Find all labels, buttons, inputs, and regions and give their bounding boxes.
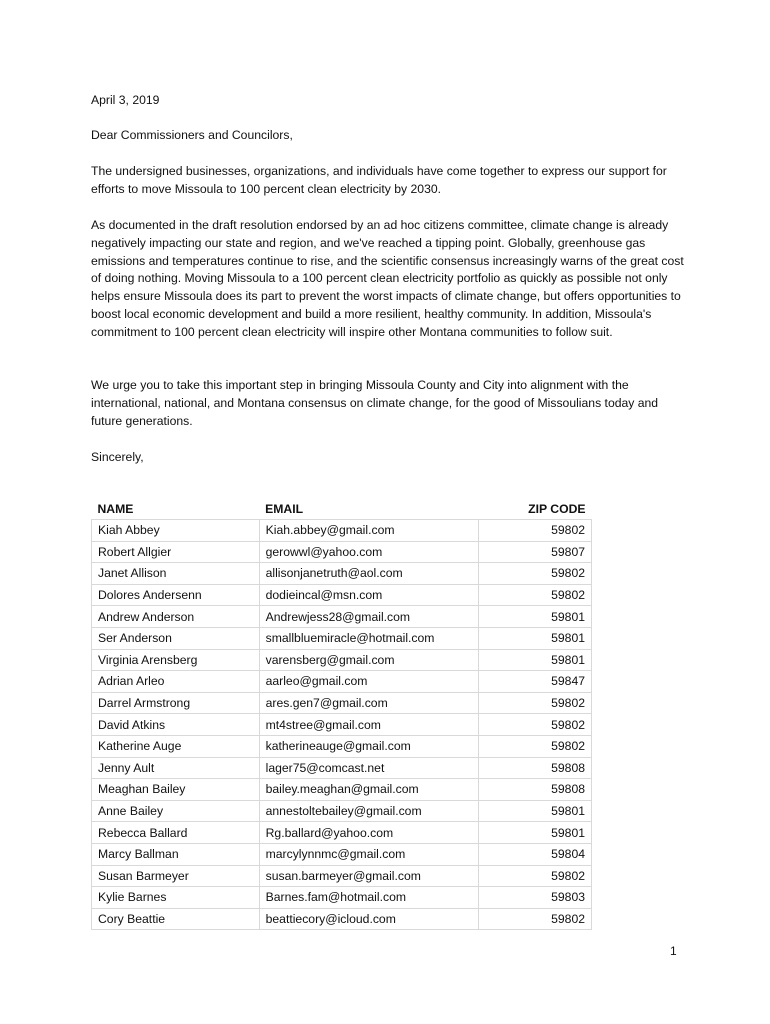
table-row [92, 520, 592, 542]
signer-email-cell: beattiecory@icloud.com [259, 908, 479, 930]
signer-name-cell: Kiah Abbey [92, 520, 260, 542]
signer-email-cell: gerowwl@yahoo.com [259, 541, 479, 563]
letter-paragraph-3: We urge you to take this important step in bringing Missoula County and City into alignment with the international, national, and Montana consensus on climate change, for the good of Missoulians today and future generations. [91, 378, 659, 428]
signer-email-cell: susan.barmeyer@gmail.com [259, 865, 479, 887]
signer-name-cell: Robert Allgier [92, 541, 260, 563]
signer-zip-cell: 59808 [479, 757, 592, 779]
letter-paragraph-1: The undersigned businesses, organizations, and individuals have come together to express our support for efforts to move Missoula to 100 percent clean electricity by 2030. [91, 164, 667, 196]
table-row [92, 887, 592, 909]
signer-email-cell: katherineauge@gmail.com [259, 735, 479, 757]
signer-zip-cell: 59801 [479, 627, 592, 649]
signer-zip-cell: 59802 [479, 563, 592, 585]
table-row [92, 627, 592, 649]
table-row [92, 908, 592, 930]
signer-zip-cell: 59802 [479, 520, 592, 542]
signer-zip-cell: 59802 [479, 692, 592, 714]
signer-email-cell: allisonjanetruth@aol.com [259, 563, 479, 585]
table-row [92, 649, 592, 671]
letter-paragraph-2: As documented in the draft resolution endorsed by an ad hoc citizens committee, climate change is already negatively impacting our state and region, and we've reached a tipping point. Globally, greenhouse gas emissions and temperatures continue to rise, and the scientific consensus increasingly warns of the great cost of doing nothing. Moving Missoula to a 100 percent clean electricity portfolio as quickly as possible not only helps ensure Missoula does its part to prevent the worst impacts of climate change, but offers opportunities to boost local economic development and build a more resilient, healthy community. In addition, Missoula's commitment to 100 percent clean electricity will inspire other Montana communities to follow suit. [91, 218, 684, 339]
table-row [92, 800, 592, 822]
table-header-row [92, 499, 592, 520]
table-row [92, 606, 592, 628]
signer-email-cell: ares.gen7@gmail.com [259, 692, 479, 714]
letter-closing: Sincerely, [91, 450, 144, 464]
signer-name-cell: Susan Barmeyer [92, 865, 260, 887]
signer-zip-cell: 59801 [479, 822, 592, 844]
signer-email-cell: Kiah.abbey@gmail.com [259, 520, 479, 542]
signer-name-cell: Katherine Auge [92, 735, 260, 757]
signer-email-cell: dodieincal@msn.com [259, 584, 479, 606]
table-row [92, 757, 592, 779]
signatories-table [91, 499, 592, 930]
table-row [92, 822, 592, 844]
signer-name-cell: Virginia Arensberg [92, 649, 260, 671]
letter-date: April 3, 2019 [91, 93, 160, 107]
signer-email-cell: Barnes.fam@hotmail.com [259, 887, 479, 909]
name-column-header: NAME [97, 502, 134, 516]
signer-zip-cell: 59802 [479, 908, 592, 930]
signer-name-cell: Jenny Ault [92, 757, 260, 779]
signer-email-cell: mt4stree@gmail.com [259, 714, 479, 736]
signer-zip-cell: 59801 [479, 800, 592, 822]
signer-email-cell: Andrewjess28@gmail.com [259, 606, 479, 628]
table-body [92, 520, 592, 930]
signer-name-cell: Marcy Ballman [92, 843, 260, 865]
signer-zip-cell: 59802 [479, 735, 592, 757]
table-row [92, 671, 592, 693]
zip-column-header: ZIP CODE [528, 502, 586, 516]
signer-zip-cell: 59802 [479, 865, 592, 887]
table-row [92, 563, 592, 585]
table-row [92, 865, 592, 887]
signer-name-cell: Adrian Arleo [92, 671, 260, 693]
signer-name-cell: Kylie Barnes [92, 887, 260, 909]
signer-zip-cell: 59802 [479, 584, 592, 606]
table-row [92, 541, 592, 563]
signer-email-cell: smallbluemiracle@hotmail.com [259, 627, 479, 649]
signer-name-cell: Andrew Anderson [92, 606, 260, 628]
signer-zip-cell: 59803 [479, 887, 592, 909]
table-row [92, 584, 592, 606]
signer-email-cell: aarleo@gmail.com [259, 671, 479, 693]
signer-name-cell: Meaghan Bailey [92, 779, 260, 801]
signer-email-cell: lager75@comcast.net [259, 757, 479, 779]
signer-name-cell: Darrel Armstrong [92, 692, 260, 714]
signer-name-cell: Ser Anderson [92, 627, 260, 649]
signer-zip-cell: 59801 [479, 606, 592, 628]
table-row [92, 843, 592, 865]
signer-name-cell: Janet Allison [92, 563, 260, 585]
signer-email-cell: annestoltebailey@gmail.com [259, 800, 479, 822]
signer-zip-cell: 59807 [479, 541, 592, 563]
signer-email-cell: marcylynnmc@gmail.com [259, 843, 479, 865]
table-row [92, 779, 592, 801]
signer-zip-cell: 59847 [479, 671, 592, 693]
signer-name-cell: Anne Bailey [92, 800, 260, 822]
signer-zip-cell: 59801 [479, 649, 592, 671]
table-row [92, 692, 592, 714]
signer-zip-cell: 59804 [479, 843, 592, 865]
page-number: 1 [670, 944, 677, 958]
table-row [92, 714, 592, 736]
signer-email-cell: varensberg@gmail.com [259, 649, 479, 671]
email-column-header: EMAIL [265, 502, 304, 516]
signer-email-cell: bailey.meaghan@gmail.com [259, 779, 479, 801]
signer-name-cell: Dolores Andersenn [92, 584, 260, 606]
letter-salutation: Dear Commissioners and Councilors, [91, 128, 293, 142]
signer-zip-cell: 59808 [479, 779, 592, 801]
signer-zip-cell: 59802 [479, 714, 592, 736]
signer-name-cell: Cory Beattie [92, 908, 260, 930]
signer-name-cell: Rebecca Ballard [92, 822, 260, 844]
signer-name-cell: David Atkins [92, 714, 260, 736]
table-row [92, 735, 592, 757]
signer-email-cell: Rg.ballard@yahoo.com [259, 822, 479, 844]
